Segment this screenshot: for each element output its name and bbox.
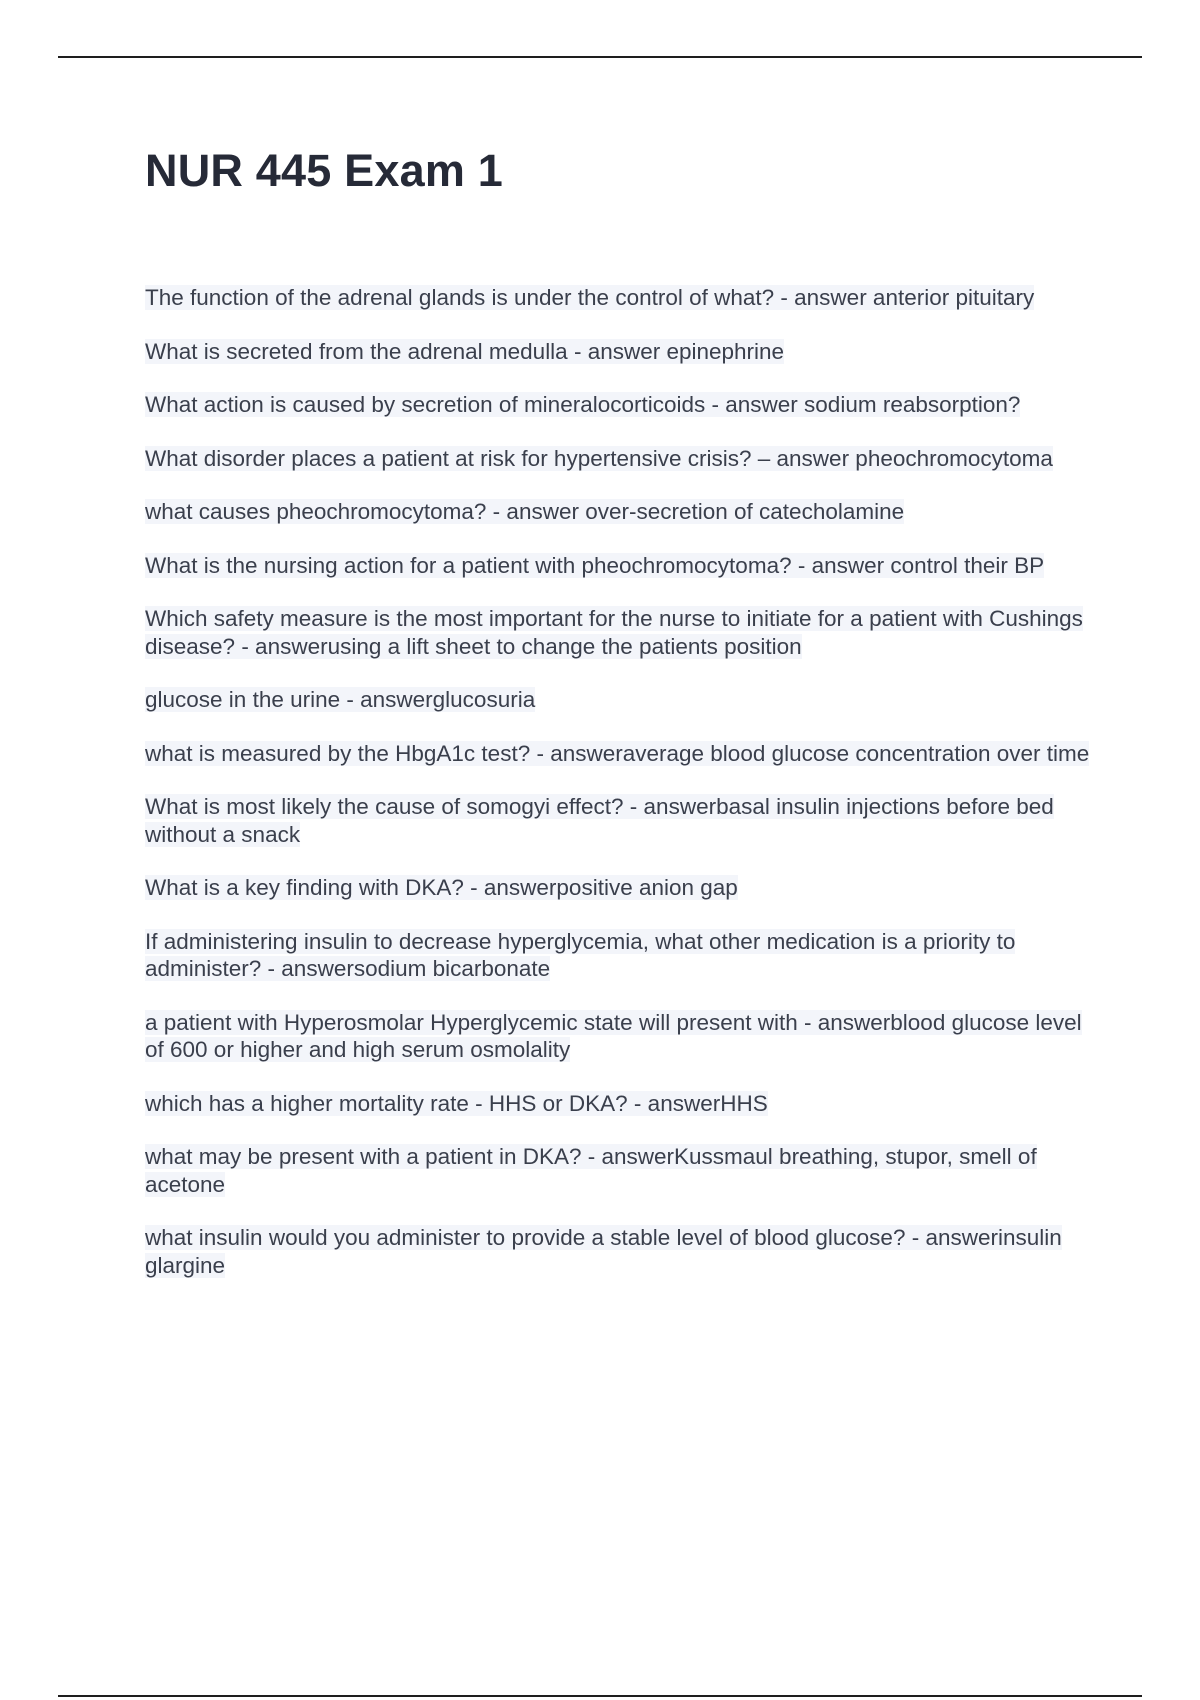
list-item bbox=[145, 284, 1095, 312]
qa-text: What is a key finding with DKA? - answerpositive anion gap bbox=[145, 875, 738, 900]
qa-text: The function of the adrenal glands is under the control of what? - answer anterior pituitary bbox=[145, 285, 1035, 310]
qa-text: glucose in the urine - answerglucosuria bbox=[145, 687, 536, 712]
list-item bbox=[145, 740, 1095, 768]
list-item bbox=[145, 1224, 1095, 1279]
page-title: NUR 445 Exam 1 bbox=[145, 145, 503, 196]
list-item bbox=[145, 391, 1095, 419]
list-item bbox=[145, 338, 1095, 366]
list-item bbox=[145, 445, 1095, 473]
qa-text: What is most likely the cause of somogyi effect? - answerbasal insulin injections before bed without a snack bbox=[145, 794, 1054, 847]
qa-text: what insulin would you administer to provide a stable level of blood glucose? - answerinsulin glargine bbox=[145, 1225, 1062, 1278]
qa-text: What disorder places a patient at risk for hypertensive crisis? – answer pheochromocytoma bbox=[145, 445, 1053, 471]
list-item bbox=[145, 928, 1095, 983]
bottom-divider bbox=[58, 1695, 1142, 1697]
qa-text: What is the nursing action for a patient with pheochromocytoma? - answer control their BP bbox=[145, 552, 1045, 578]
qa-text: what may be present with a patient in DKA? - answerKussmaul breathing, stupor, smell of acetone bbox=[145, 1144, 1037, 1197]
list-item bbox=[145, 1009, 1095, 1064]
qa-text: What is secreted from the adrenal medulla - answer epinephrine bbox=[145, 338, 785, 364]
qa-text: a patient with Hyperosmolar Hyperglycemic state will present with - answerblood glucose level of 600 or higher and high serum osmolality bbox=[145, 1009, 1082, 1062]
list-item bbox=[145, 552, 1095, 580]
list-item bbox=[145, 793, 1095, 848]
list-item bbox=[145, 686, 1095, 714]
list-item bbox=[145, 874, 1095, 902]
list-item bbox=[145, 498, 1095, 526]
qa-text: What action is caused by secretion of mineralocorticoids - answer sodium reabsorption? bbox=[145, 392, 1021, 417]
qa-text: If administering insulin to decrease hyperglycemia, what other medication is a priority to administer? - answersodium bicarbonate bbox=[145, 928, 1016, 981]
list-item bbox=[145, 1143, 1095, 1198]
list-item bbox=[145, 605, 1095, 660]
qa-text: what causes pheochromocytoma? - answer over-secretion of catecholamine bbox=[145, 499, 905, 524]
list-item bbox=[145, 1090, 1095, 1118]
qa-text: which has a higher mortality rate - HHS or DKA? - answerHHS bbox=[145, 1090, 768, 1116]
qa-text: Which safety measure is the most important for the nurse to initiate for a patient with Cushings disease? - answerusing a lift sheet to change the patients position bbox=[145, 606, 1083, 659]
top-divider bbox=[58, 56, 1142, 58]
qa-list bbox=[145, 284, 1095, 1305]
qa-text: what is measured by the HbgA1c test? - answeraverage blood glucose concentration over time bbox=[145, 740, 1090, 766]
